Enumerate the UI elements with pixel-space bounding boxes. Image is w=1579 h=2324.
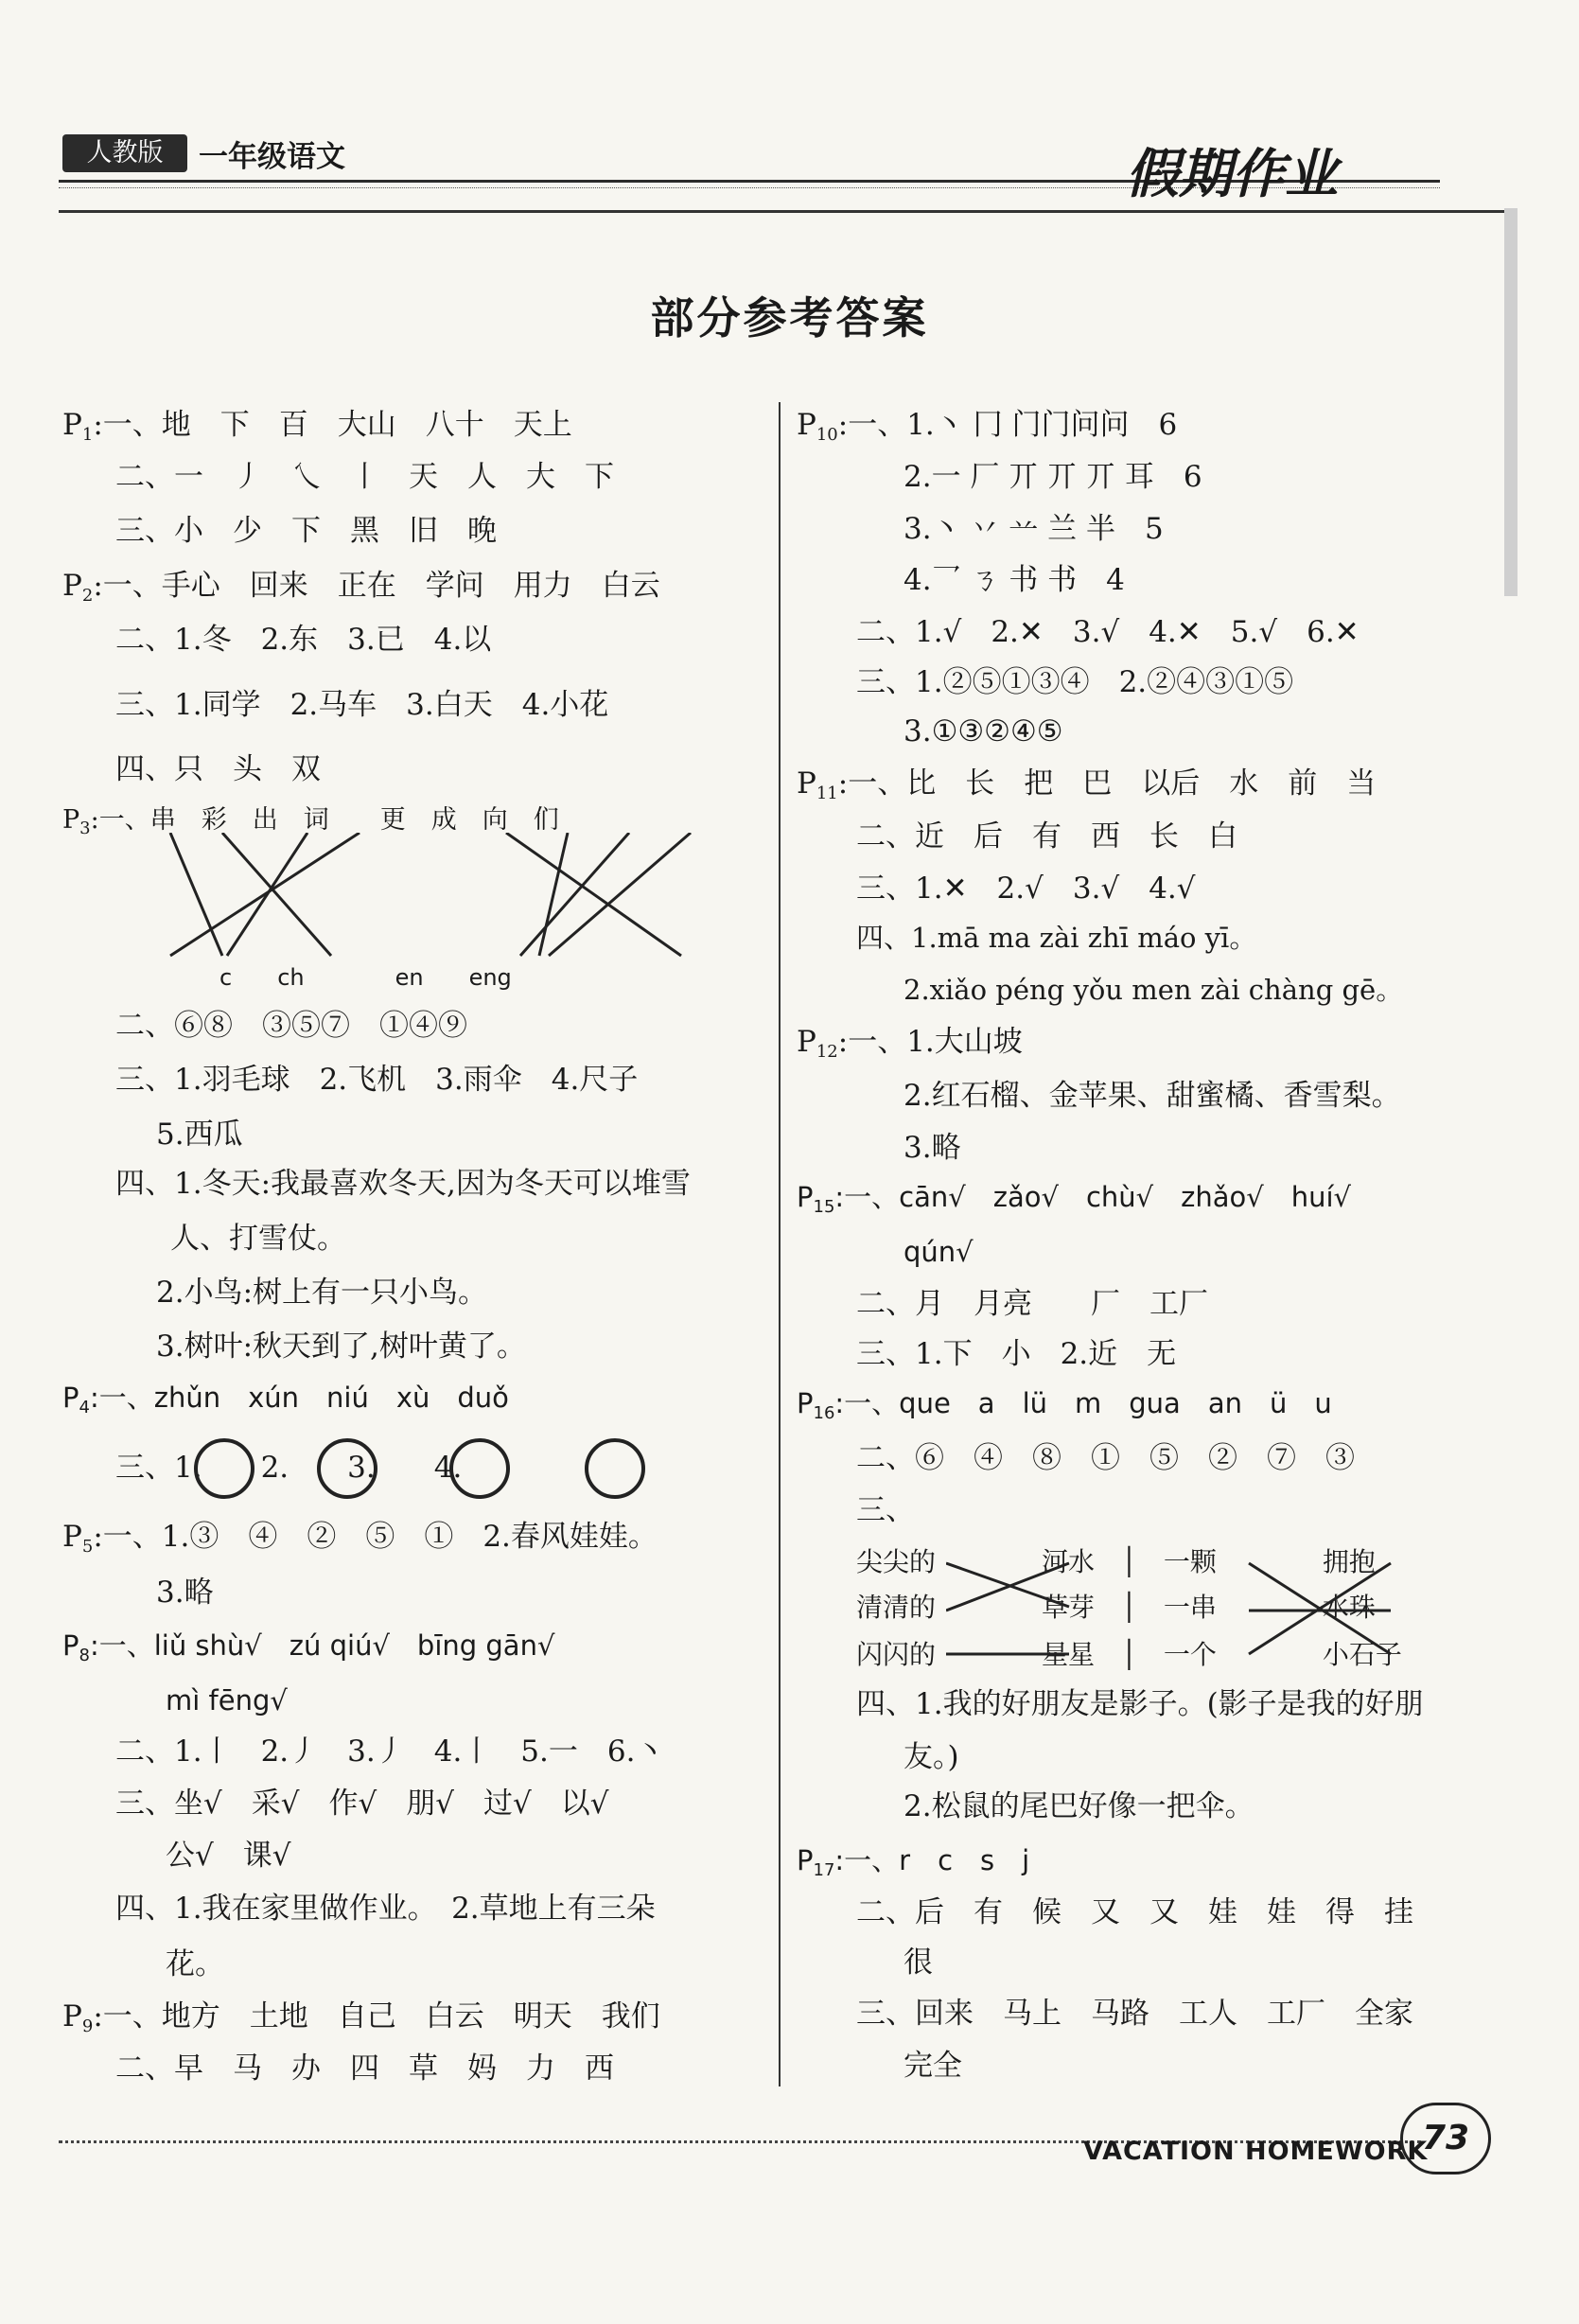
- brand-logo: 假期作业: [1126, 144, 1338, 205]
- answer-line: 三、1. 2. 3. 4.: [115, 1451, 463, 1485]
- footer-text: VACATION HOMEWORK: [1083, 2137, 1429, 2166]
- answer-line: 三、1.羽毛球 2.飞机 3.雨伞 4.尺子: [115, 1063, 639, 1097]
- answer-line: 公√ 课√: [166, 1839, 291, 1873]
- answer-line: 二、早 马 办 四 草 妈 力 西: [115, 2051, 614, 2086]
- answer-line: 三、1.同学 2.马车 3.白天 4.小花: [115, 688, 609, 722]
- answer-line: 4.乛 ㄋ 书 书 4: [904, 563, 1125, 597]
- answer-line: 四、1.我的好朋友是影子。(影子是我的好朋: [856, 1687, 1424, 1721]
- answer-line: $P_8$:一、liǔ shù√ zú qiú√ bīng gān√: [62, 1629, 555, 1665]
- answer-line: 三、1.下 小 2.近 无: [856, 1337, 1177, 1371]
- grade-label: 一年级语文: [199, 140, 345, 174]
- answer-line: 5.西瓜: [156, 1118, 243, 1152]
- answer-line: 3.①③②④⑤: [904, 714, 1063, 748]
- answer-line: 2.xiǎo péng yǒu men zài chàng gē。: [904, 974, 1404, 1006]
- matching-lines: [946, 1552, 1438, 1665]
- answer-line: 2.松鼠的尾巴好像一把伞。: [904, 1789, 1254, 1823]
- sad-face-icon: [585, 1438, 645, 1499]
- smile-face-icon: [317, 1438, 377, 1499]
- answer-line: 2.红石榴、金苹果、甜蜜橘、香雪梨。: [904, 1079, 1401, 1113]
- answer-line: 尖尖的 河水 │ 一颗 拥抱: [856, 1546, 1376, 1577]
- answer-line: 3.丶 丷 䒑 兰 半 5: [904, 512, 1164, 546]
- answer-line: 三、小 少 下 黑 旧 晚: [115, 514, 497, 548]
- answer-line: 二、1.冬 2.东 3.已 4.以: [115, 623, 492, 657]
- answer-line: 二、后 有 候 又 又 娃 娃 得 挂: [856, 1895, 1413, 1929]
- answer-line: $P_{16}$:一、que a lü m gua an ü u: [797, 1387, 1332, 1423]
- answer-line: $P_9$:一、地方 土地 自己 白云 明天 我们: [62, 1999, 660, 2036]
- answer-line: $P_{15}$:一、cān√ zǎo√ chù√ zhǎo√ huí√: [797, 1181, 1352, 1217]
- answer-line: qún√: [904, 1236, 974, 1268]
- answer-line: 二、⑥ ④ ⑧ ① ⑤ ② ⑦ ③: [856, 1441, 1355, 1475]
- answer-line: 2.小鸟:树上有一只小鸟。: [156, 1276, 488, 1310]
- answer-line: 清清的 草芽 │ 一串 水珠: [856, 1592, 1376, 1623]
- edition-badge: 人教版: [62, 134, 187, 172]
- answer-line: $P_3$:一、串 彩 出 词 更 成 向 们: [62, 805, 559, 838]
- answer-line: 二、⑥⑧ ③⑤⑦ ①④⑨: [115, 1009, 467, 1043]
- page-title: 部分参考答案: [650, 292, 929, 343]
- answer-line: c ch en eng: [219, 964, 512, 991]
- answer-line: $P_{17}$:一、r c s j: [797, 1844, 1030, 1880]
- answer-line: $P_2$:一、手心 回来 正在 学问 用力 白云: [62, 569, 660, 606]
- answer-line: 三、坐√ 采√ 作√ 朋√ 过√ 以√: [115, 1787, 609, 1821]
- answer-line: 友。): [904, 1740, 959, 1774]
- answer-line: $P_{12}$:一、1.大山坡: [797, 1025, 1023, 1062]
- answer-line: mì fēng√: [166, 1684, 288, 1717]
- header-rule-bottom: [59, 210, 1516, 213]
- answer-line: 闪闪的 星星 │ 一个 小石子: [856, 1639, 1402, 1670]
- answer-line: 二、月 月亮 厂 工厂: [856, 1287, 1208, 1321]
- answer-line: 三、: [856, 1493, 915, 1527]
- answer-line: 完全: [904, 2049, 962, 2083]
- answer-line: 四、1.冬天:我最喜欢冬天,因为冬天可以堆雪: [115, 1167, 691, 1201]
- answer-line: $P_4$:一、zhǔn xún niú xù duǒ: [62, 1382, 509, 1417]
- page-number: 73: [1400, 2103, 1491, 2174]
- answer-line: 2.一 厂 丌 丌 丌 耳 6: [904, 460, 1202, 494]
- answer-line: 四、1.mā ma zài zhī máo yī。: [856, 922, 1257, 954]
- answer-line: 四、只 头 双: [115, 752, 321, 786]
- answer-line: $P_1$:一、地 下 百 大山 八十 天上: [62, 408, 572, 445]
- matching-lines: [142, 833, 728, 975]
- answer-line: 二、一 丿 乀 丨 天 人 大 下: [115, 460, 614, 494]
- answer-line: 三、1.②⑤①③④ 2.②④③①⑤: [856, 665, 1294, 699]
- answer-line: 花。: [166, 1947, 224, 1981]
- answer-line: 人、打雪仗。: [170, 1222, 346, 1256]
- answer-line: $P_{11}$:一、比 长 把 巴 以后 水 前 当: [797, 766, 1377, 803]
- answer-line: $P_{10}$:一、1.丶 冂 门门问问 6: [797, 408, 1178, 445]
- answer-line: 三、1.✕ 2.√ 3.√ 4.√: [856, 872, 1196, 906]
- answer-line: 3.略: [156, 1576, 214, 1610]
- answer-line: 很: [904, 1945, 933, 1980]
- smile-face-icon: [449, 1438, 510, 1499]
- answer-line: 二、1.丨 2.丿 3.丿 4.丨 5.一 6.丶: [115, 1734, 665, 1769]
- answer-line: 三、回来 马上 马路 工人 工厂 全家: [856, 1997, 1413, 2031]
- answer-line: 3.略: [904, 1131, 961, 1165]
- answer-line: 二、近 后 有 西 长 白: [856, 819, 1237, 854]
- answer-line: $P_5$:一、1.③ ④ ② ⑤ ① 2.春风娃娃。: [62, 1520, 658, 1557]
- column-divider: [779, 402, 781, 2086]
- sad-face-icon: [194, 1438, 254, 1499]
- side-tab: [1504, 208, 1518, 596]
- answer-line: 四、1.我在家里做作业。 2.草地上有三朵: [115, 1892, 656, 1926]
- answer-line: 3.树叶:秋天到了,树叶黄了。: [156, 1329, 526, 1364]
- answer-line: 二、1.√ 2.✕ 3.√ 4.✕ 5.√ 6.✕: [856, 615, 1360, 649]
